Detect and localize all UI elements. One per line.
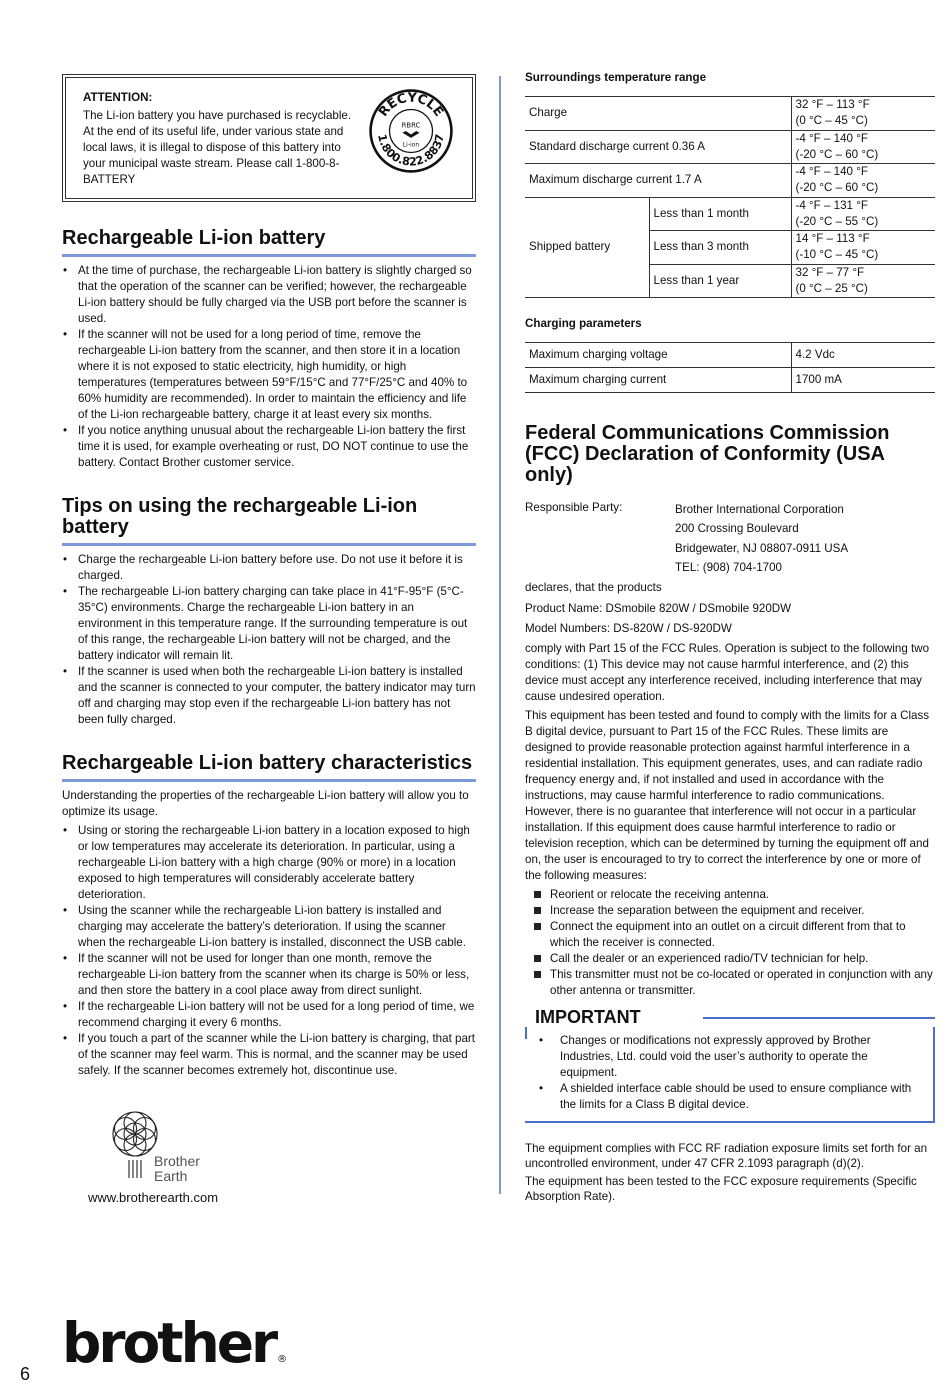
- list-item: • If the scanner is used when both the rechargeable Li-ion battery is installed and the scanner is connected to your computer, the battery indicator may turn off and charging may stop even if the rechargeable Li-ion battery has not been fully charged.: [62, 664, 476, 728]
- temperature-table: [525, 96, 935, 298]
- list-item: • Charge the rechargeable Li-ion battery before use. Do not use it before it is charged.: [62, 552, 476, 584]
- attention-box: [62, 74, 476, 202]
- seal-liion-text: Li-ion: [402, 141, 420, 149]
- section-intro: Understanding the properties of the rechargeable Li-ion battery will allow you to optimize its usage.: [62, 789, 469, 818]
- seal-rbrc-text: RBRC: [401, 121, 421, 130]
- table-cell: Maximum charging voltage: [525, 343, 791, 368]
- table-row: [525, 343, 935, 368]
- table-row: [525, 368, 935, 393]
- fcc-paragraph: The equipment has been tested to the FCC exposure requirements (Specific Absorption Rate).: [525, 1175, 917, 1204]
- list-item: Increase the separation between the equipment and receiver.: [525, 903, 935, 919]
- table-cell: Charge: [525, 97, 791, 131]
- table-cell: Maximum charging current: [525, 368, 791, 393]
- table-cell: Shipped battery: [525, 197, 649, 298]
- list-item: • At the time of purchase, the rechargeable Li-ion battery is slightly charged so that the operation of the scanner can be verified; however, the rechargeable Li-ion battery should be fully charged via the USB port before the scanner is used.: [62, 263, 476, 327]
- charging-table: [525, 342, 935, 393]
- list-item: • A shielded interface cable should be used to ensure compliance with the limits for a Class B digital device.: [525, 1081, 927, 1113]
- table-cell: -4 °F – 140 °F (-20 °C – 60 °C): [791, 130, 935, 164]
- table-row: [525, 197, 935, 231]
- table-cell: Less than 1 month: [649, 197, 791, 231]
- rbrc-recycle-seal-icon: [368, 88, 454, 174]
- list-item: Connect the equipment into an outlet on a circuit different from that to which the receiver is connected.: [525, 919, 935, 951]
- list-item: Reorient or relocate the receiving antenna.: [525, 887, 935, 903]
- party-label: Responsible Party:: [525, 501, 623, 514]
- list-item: • Using or storing the rechargeable Li-ion battery in a location exposed to high or low temperatures may accelerate its deterioration. In particular, using a rechargeable Li-ion battery with a high charge (90% or more) in a location exposed to high temperatures will considerably accelerate battery deterioration.: [62, 823, 476, 903]
- table-cell: Maximum discharge current 1.7 A: [525, 164, 791, 198]
- declares-text: declares, that the products: [525, 581, 662, 595]
- table-row: [525, 130, 935, 164]
- section-title: Rechargeable Li-ion battery: [62, 228, 476, 257]
- table-cell: Less than 3 month: [649, 231, 791, 265]
- earth-line2: Earth: [154, 1168, 188, 1184]
- attention-text: The Li-ion battery you have purchased is recyclable. At the end of its useful life, under various state and local laws, it is illegal to dispose of this battery into your municipal waste stream. Please call 1-800-8-BATTERY: [83, 109, 352, 186]
- table-cell: 4.2 Vdc: [791, 343, 935, 368]
- party-line: TEL: (908) 704-1700: [675, 560, 782, 574]
- list-item: • Changes or modifications not expressly approved by Brother Industries, Ltd. could void the user’s authority to operate the equipment.: [525, 1033, 927, 1081]
- table-row: [525, 164, 935, 198]
- list-item: • If you notice anything unusual about the rechargeable Li-ion battery the first time it is used, for example overheating or rust, DO NOT continue to use the battery. Contact Brother customer service.: [62, 423, 476, 471]
- important-title: IMPORTANT: [535, 1007, 641, 1028]
- svg-text:RECYCLE: [376, 91, 446, 120]
- fcc-paragraph: This equipment has been tested and found to comply with the limits for a Class B digital device, pursuant to Part 15 of the FCC Rules. These limits are designed to provide reasonable protection against harmful interference in a residential installation. This equipment generates, uses, and can radiate radio frequency energy and, if not installed and used in accordance with the instructions, may cause harmful interference to radio communications. However, there is no guarantee that interference will not occur in a particular installation. If this equipment does cause harmful interference to radio or television reception, which can be determined by turning the equipment off and on, the user is encouraged to try to correct the interference by one or more of the following measures:: [525, 709, 930, 883]
- model-numbers: Model Numbers: DS-820W / DS-920DW: [525, 622, 732, 636]
- brotherearth-url[interactable]: www.brotherearth.com: [88, 1190, 219, 1205]
- section-title: Tips on using the rechargeable Li-ion battery: [62, 496, 476, 546]
- table-cell: -4 °F – 131 °F (-20 °C – 55 °C): [791, 197, 935, 231]
- page-number: 6: [20, 1364, 31, 1384]
- table-cell: 32 °F – 77 °F (0 °C – 25 °C): [791, 264, 935, 298]
- table-cell: Standard discharge current 0.36 A: [525, 130, 791, 164]
- list-item: • If the scanner will not be used for a long period of time, remove the rechargeable Li-ion battery from the scanner, and then store it in a location where it is not exposed to static electricity, high humidity, or high temperatures (temperatures between 59°F/15°C and 77°F/25°C and 40% to 60% humidity are recommended). In order to maintain the efficiency and life of the Li-ion rechargeable battery, charge it at least every six months.: [62, 327, 476, 423]
- section-characteristics: [62, 753, 476, 1079]
- seal-top-text: RECYCLE: [375, 90, 447, 120]
- brother-earth-logo: [62, 1104, 262, 1206]
- table-cell: 1700 mA: [791, 368, 935, 393]
- list-item: Call the dealer or an experienced radio/TV technician for help.: [525, 951, 935, 967]
- earth-line1: Brother: [154, 1153, 200, 1169]
- list-item: • If the scanner will not be used for longer than one month, remove the rechargeable Li-ion battery from the scanner when its charge is 50% or less, and then store the battery in a cool place away from direct sunlight.: [62, 951, 476, 999]
- attention-title: ATTENTION:: [83, 91, 153, 104]
- table-row: [525, 97, 935, 131]
- charging-table-title: Charging parameters: [525, 317, 642, 330]
- table-cell: Less than 1 year: [649, 264, 791, 298]
- section-tips: [62, 496, 476, 728]
- brother-logo-text: brother: [62, 1311, 276, 1375]
- brother-logo: [62, 1311, 288, 1387]
- responsible-party: [525, 500, 935, 577]
- list-item: • The rechargeable Li-ion battery charging can take place in 41°F-95°F (5°C-35°C) environments. Charge the rechargeable Li-ion battery in an environment in this temperature range. If the surrounding temperature is out of this range, the rechargeable Li-ion battery will not be charged, and the battery indicator will remain lit.: [62, 584, 476, 664]
- list-item: • If the rechargeable Li-ion battery will not be used for a long period of time, we recommend charging it every 6 months.: [62, 999, 476, 1031]
- section-rechargeable-battery: [62, 228, 476, 471]
- brother-earth-flower-icon: [102, 1104, 212, 1186]
- temperature-table-title: Surroundings temperature range: [525, 71, 707, 84]
- fcc-paragraph: The equipment complies with FCC RF radiation exposure limits set forth for an uncontrolled environment, under 47 CFR 2.1093 paragraph (d)(2).: [525, 1142, 928, 1171]
- fcc-paragraph: comply with Part 15 of the FCC Rules. Operation is subject to the following two conditions: (1) This device may not cause harmful interference, and (2) this device must accept any interference received, including interference that may cause undesired operation.: [525, 642, 930, 704]
- party-line: Bridgewater, NJ 08807-0911 USA: [675, 541, 849, 555]
- left-column: [62, 74, 476, 1206]
- list-item: This transmitter must not be co-located or operated in conjunction with any other antenna or transmitter.: [525, 967, 935, 999]
- important-box: [525, 1007, 935, 1123]
- column-divider: [499, 76, 501, 1194]
- table-cell: -4 °F – 140 °F (-20 °C – 60 °C): [791, 164, 935, 198]
- seal-phone-text: 1.800.822.8837: [375, 133, 447, 169]
- section-title: Rechargeable Li-ion battery characteristics: [62, 753, 476, 782]
- registered-mark: ®: [277, 1354, 288, 1365]
- right-column: [525, 70, 935, 1206]
- table-cell: 32 °F – 113 °F (0 °C – 45 °C): [791, 97, 935, 131]
- list-item: • If you touch a part of the scanner while the Li-ion battery is charging, that part of the scanner may feel warm. This is normal, and the scanner may be used safely. If the scanner becomes extremely hot, discontinue use.: [62, 1031, 476, 1079]
- party-line: Brother International Corporation: [675, 503, 844, 516]
- table-cell: 14 °F – 113 °F (-10 °C – 45 °C): [791, 231, 935, 265]
- measures-list: [525, 887, 935, 999]
- product-name: Product Name: DSmobile 820W / DSmobile 920DW: [525, 602, 792, 616]
- list-item: • Using the scanner while the rechargeable Li-ion battery is installed and charging may accelerate the battery’s deterioration. If using the scanner when the rechargeable Li-ion battery is installed, disconnect the USB cable.: [62, 903, 476, 951]
- fcc-title: Federal Communications Commission (FCC) Declaration of Conformity (USA only): [525, 422, 890, 486]
- party-line: 200 Crossing Boulevard: [675, 522, 799, 536]
